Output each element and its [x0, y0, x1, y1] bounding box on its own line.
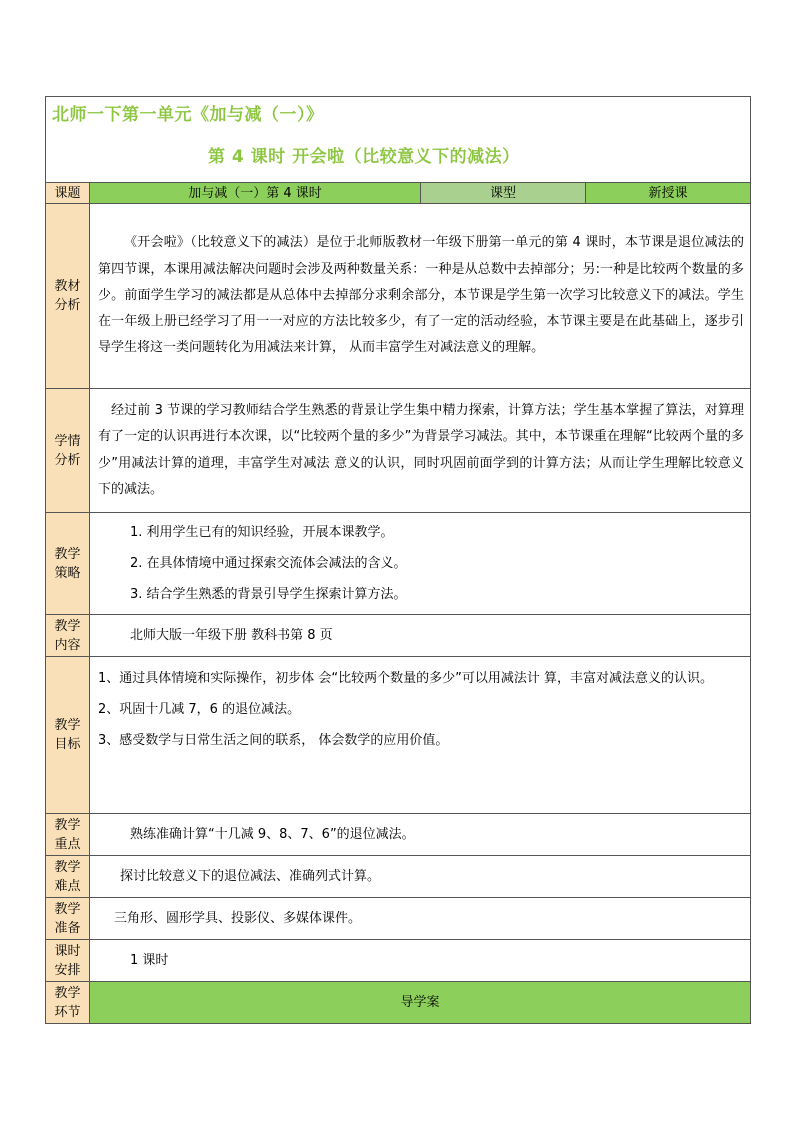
textbook-analysis-text: 《开会啦》（比较意义下的减法）是位于北师版教材一年级下册第一单元的第 4 课时，本节课是退位减法的第四节课，本课用减法解决问题时会涉及两种数量关系：一种是从总数中去掉部分；另:一种是比较两个数量的多少。前面学生学习的减法都是从总体中去掉部分求剩余部分，本节课是学生第一次学习比较意义下的减法。学生在一年级上册已经学习了用一一对应的方法比较多少，有了一定的活动经验，本节课主要是在此基础上，逐步引导学生将这一类问题转化为用减法来计算， 从而丰富学生对减法意义的理解。: [98, 235, 744, 356]
strategy-label: 教学 策略: [46, 513, 90, 615]
student-analysis-row: [46, 389, 751, 513]
lesson-type-label: 课型: [421, 183, 586, 204]
stage-text: 导学案: [90, 982, 751, 1024]
topic-label: 课题: [46, 183, 90, 204]
lesson-subtitle: 第 4 课时 开会啦（比较意义下的减法）: [208, 147, 520, 167]
schedule-row: [46, 940, 751, 982]
strategy-item: 1. 利用学生已有的知识经验，开展本课教学。: [130, 525, 394, 540]
strategy-row: [46, 513, 751, 615]
student-analysis-text: 经过前 3 节课的学习教师结合学生熟悉的背景让学生集中精力探索，计算方法；学生基本掌握了算法，对算理有了一定的认识再进行本次课，以“比较两个量的多少”为背景学习减法。其中，本节课重在理解“比较两个量的多少”用减法计算的道理，丰富学生对减法 意义的认识，同时巩固前面学到的计算方法；从而让学生理解比较意义下的减法。: [98, 402, 744, 497]
student-analysis-label: 学情 分析: [46, 389, 90, 513]
topic-row: [46, 183, 751, 204]
key-points-label: 教学 重点: [46, 814, 90, 856]
student-analysis-cell: [90, 389, 751, 513]
stage-label: 教学 环节: [46, 982, 90, 1024]
key-points-text: 熟练准确计算“十几减 9、8、7、6”的退位减法。: [90, 814, 751, 856]
lesson-type-value: 新授课: [586, 183, 751, 204]
strategy-cell: [90, 513, 751, 615]
goal-item: 2、巩固十几减 7，6 的退位减法。: [98, 702, 301, 717]
difficulties-row: [46, 856, 751, 898]
textbook-analysis-cell: [90, 204, 751, 389]
topic-value: 加与减（一）第 4 课时: [90, 183, 421, 204]
content-row: [46, 615, 751, 657]
textbook-analysis-label: 教材 分析: [46, 204, 90, 389]
goal-item: 1、通过具体情境和实际操作，初步体 会“比较两个数量的多少”可以用减法计 算，丰富对减法意义的认识。: [98, 671, 714, 686]
lesson-plan-sheet: [45, 96, 750, 1024]
schedule-label: 课时 安排: [46, 940, 90, 982]
goal-item: 3、感受数学与日常生活之间的联系， 体会数学的应用价值。: [98, 733, 449, 748]
strategy-item: 3. 结合学生熟悉的背景引导学生探索计算方法。: [130, 587, 407, 602]
header-row: [46, 97, 751, 183]
goals-cell: [90, 657, 751, 814]
key-points-row: [46, 814, 751, 856]
preparation-row: [46, 898, 751, 940]
preparation-label: 教学 准备: [46, 898, 90, 940]
preparation-text: 三角形、圆形学具、投影仪、多媒体课件。: [90, 898, 751, 940]
difficulties-label: 教学 难点: [46, 856, 90, 898]
strategy-item: 2. 在具体情境中通过探索交流体会减法的含义。: [130, 556, 407, 571]
textbook-analysis-row: [46, 204, 751, 389]
lesson-plan-table: [45, 96, 751, 1024]
goals-label: 教学 目标: [46, 657, 90, 814]
document-title: 北师一下第一单元《加与减（一）》: [52, 105, 324, 125]
header-cell: [46, 97, 751, 183]
content-label: 教学 内容: [46, 615, 90, 657]
goals-row: [46, 657, 751, 814]
stage-row: [46, 982, 751, 1024]
schedule-text: 1 课时: [90, 940, 751, 982]
difficulties-text: 探讨比较意义下的退位减法、准确列式计算。: [90, 856, 751, 898]
content-text: 北师大版一年级下册 教科书第 8 页: [90, 615, 751, 657]
